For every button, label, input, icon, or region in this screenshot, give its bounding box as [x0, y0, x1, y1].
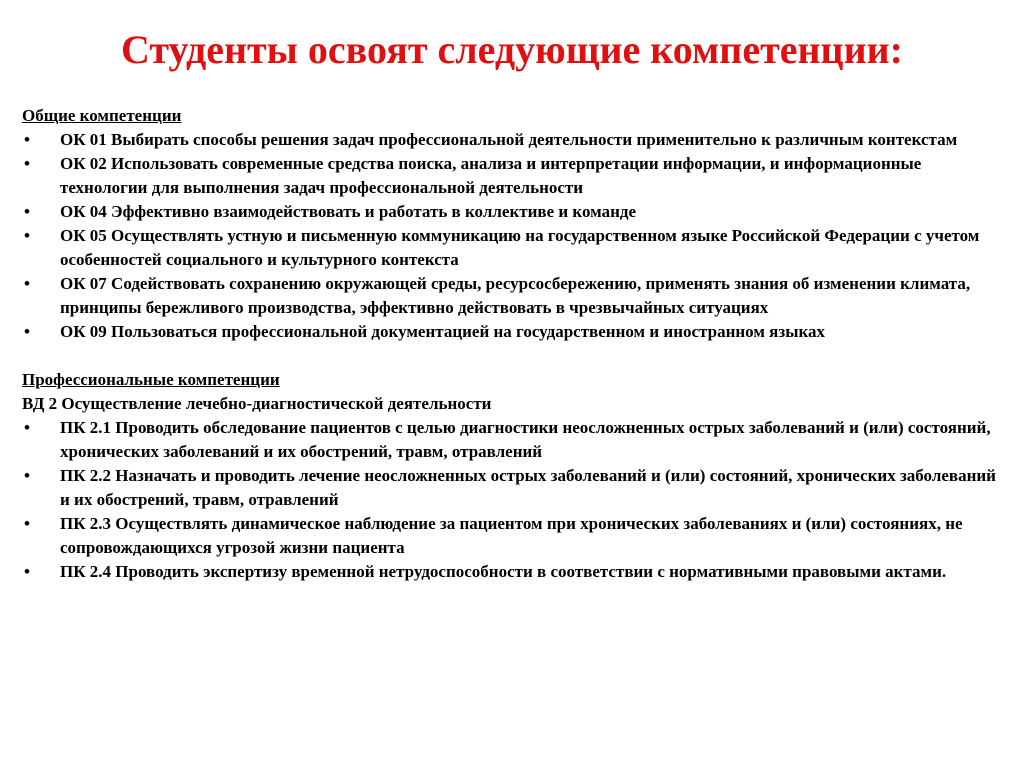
bullet-icon: •: [24, 466, 30, 485]
bullet-icon: •: [24, 322, 30, 341]
list-item: [22, 464, 1002, 512]
bullet-icon: •: [24, 154, 30, 173]
bullet-icon: •: [24, 202, 30, 221]
activity-type-line: ВД 2 Осуществление лечебно-диагностической деятельности: [22, 394, 492, 413]
list-item: [22, 272, 1002, 320]
list-item-text: ОК 07 Содействовать сохранению окружающей среды, ресурсосбережению, применять знания об изменении климата, принципы бережливого производства, эффективно действовать в чрезвычайных ситуациях: [60, 274, 971, 317]
slide-content: [22, 104, 1002, 584]
list-item-text: ОК 02 Использовать современные средства поиска, анализа и интерпретации информации, и информационные технологии для выполнения задач профессиональной деятельности: [60, 154, 922, 197]
list-item-text: ПК 2.3 Осуществлять динамическое наблюдение за пациентом при хронических заболеваниях и (или) состояниях, не сопровождающихся угрозой жизни пациента: [60, 514, 963, 557]
bullet-icon: •: [24, 514, 30, 533]
general-competencies-list: [22, 128, 1002, 344]
list-item-text: ПК 2.1 Проводить обследование пациентов с целью диагностики неосложненных острых заболеваний и (или) состояний, хронических заболеваний и их обострений, травм, отравлений: [60, 418, 991, 461]
list-item-text: ОК 05 Осуществлять устную и письменную коммуникацию на государственном языке Российской Федерации с учетом особенностей социального и культурного контекста: [60, 226, 980, 269]
list-item: [22, 128, 1002, 152]
list-item: [22, 224, 1002, 272]
list-item: [22, 320, 1002, 344]
bullet-icon: •: [24, 418, 30, 437]
list-item-text: ПК 2.4 Проводить экспертизу временной нетрудоспособности в соответствии с нормативными правовыми актами.: [60, 562, 947, 581]
section-spacer: [22, 344, 1002, 368]
list-item-text: ОК 01 Выбирать способы решения задач профессиональной деятельности применительно к различным контекстам: [60, 130, 958, 149]
bullet-icon: •: [24, 562, 30, 581]
bullet-icon: •: [24, 130, 30, 149]
list-item-text: ПК 2.2 Назначать и проводить лечение неосложненных острых заболеваний и (или) состояний, хронических заболеваний и их обострений, травм, отравлений: [60, 466, 996, 509]
bullet-icon: •: [24, 274, 30, 293]
list-item: [22, 512, 1002, 560]
list-item-text: ОК 09 Пользоваться профессиональной документацией на государственном и иностранном языках: [60, 322, 825, 341]
list-item: [22, 416, 1002, 464]
professional-competencies-list: [22, 416, 1002, 584]
bullet-icon: •: [24, 226, 30, 245]
list-item-text: ОК 04 Эффективно взаимодействовать и работать в коллективе и команде: [60, 202, 637, 221]
general-competencies-heading: Общие компетенции: [22, 106, 182, 125]
list-item: [22, 152, 1002, 200]
professional-competencies-heading: Профессиональные компетенции: [22, 370, 280, 389]
list-item: [22, 200, 1002, 224]
list-item: [22, 560, 1002, 584]
slide-title: Студенты освоят следующие компетенции:: [121, 27, 903, 72]
